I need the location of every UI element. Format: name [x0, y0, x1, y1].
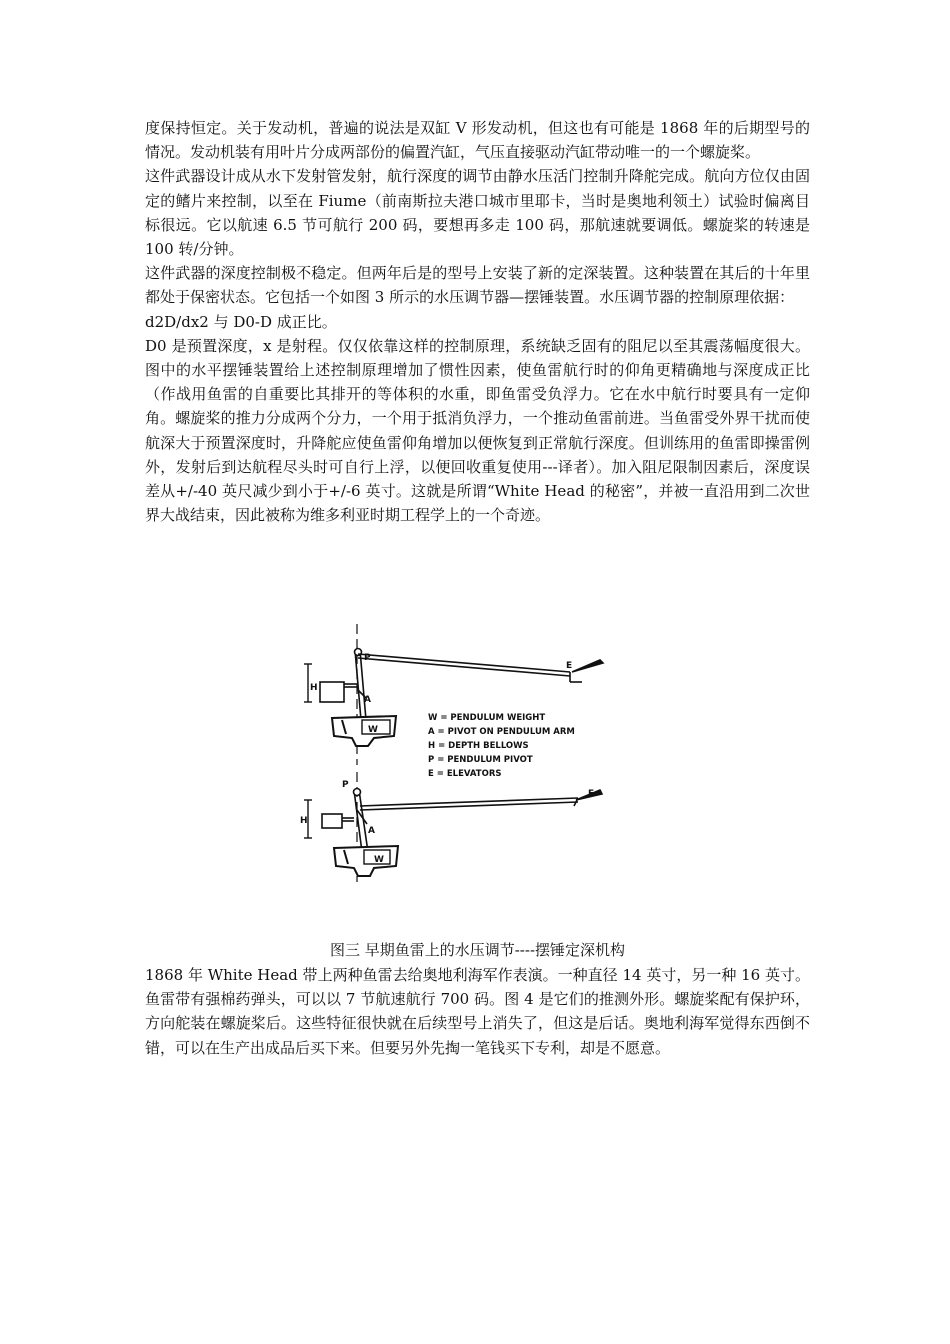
paragraph-launch: 这件武器设计成从水下发射管发射，航行深度的调节由静水压活门控制升降舵完成。航向方位仅由固定的鳍片来控制，以至在 Fiume（前南斯拉夫港口城市里耶卡，当时是奥地利领土）试验时偏离目标很远。它以航速 6.5 节可航行 200 码，要想再多走 100 码，那航速就要调低。螺旋桨的转速是 100 转/分钟。 [145, 167, 810, 259]
label-a-lower: A [368, 826, 375, 836]
label-a-upper: A [364, 695, 371, 705]
bottom-text-block [145, 963, 810, 1060]
label-w-upper: W [368, 725, 378, 735]
diagram-legend [428, 713, 575, 779]
paragraph-pendulum: D0 是预置深度，x 是射程。仅仅依靠这样的控制原理，系统缺乏固有的阻尼以至其震荡幅度很大。图中的水平摆锤装置给上述控制原理增加了惯性因素，使鱼雷航行时的仰角更精确地与深度成正比（作战用鱼雷的自重要比其排开的等体积的水重，即鱼雷受负浮力。它在水中航行时要具有一定仰角。螺旋桨的推力分成两个分力，一个用于抵消负浮力，一个推动鱼雷前进。当鱼雷受外界干扰而使航深大于预置深度时，升降舵应使鱼雷仰角增加以便恢复到正常航行深度。但训练用的鱼雷即操雷例外，发射后到达航程尽头时可自行上浮，以便回收重复使用---译者）。加入阻尼限制因素后，深度误差从+/-40 英尺减少到小于+/-6 英寸。这就是所谓“White Head 的秘密”，并被一直沿用到二次世界大战结束，因此被称为维多利亚时期工程学上的一个奇迹。 [145, 336, 810, 525]
label-h-lower: H [300, 816, 308, 826]
legend-item-p: P = PENDULUM PIVOT [428, 755, 533, 765]
legend-item-w: W = PENDULUM WEIGHT [428, 713, 546, 723]
paragraph-demonstration: 1868 年 White Head 带上两种鱼雷去给奥地利海军作表演。一种直径 14 英寸，另一种 16 英寸。鱼雷带有强棉药弹头，可以以 7 节航速航行 700 码。图 4 是它们的推测外形。螺旋桨配有保护环，方向舵装在螺旋桨后。这些特征很快就在后续型号上消失了，但这是后话。奥地利海军觉得东西倒不错，可以在生产出成品后买下来。但要另外先掏一笔钱买下专利，却是不愿意。 [145, 966, 810, 1057]
lower-mechanism [304, 772, 602, 882]
pendulum-diagram-figure [300, 620, 620, 920]
label-w-lower: W [374, 855, 384, 865]
label-p-upper: P [364, 653, 371, 663]
legend-item-h: H = DEPTH BELLOWS [428, 741, 529, 751]
label-p-lower: P [342, 780, 349, 790]
paragraph-formula: d2D/dx2 与 D0-D 成正比。 [145, 312, 337, 331]
label-h-upper: H [310, 683, 318, 693]
legend-item-e: E = ELEVATORS [428, 769, 502, 779]
top-text-block [145, 116, 810, 527]
paragraph-depth-control: 这件武器的深度控制极不稳定。但两年后是的型号上安装了新的定深装置。这种装置在其后的十年里都处于保密状态。它包括一个如图 3 所示的水压调节器—摆锤装置。水压调节器的控制原理依据： [145, 264, 810, 307]
pendulum-diagram [300, 620, 620, 920]
legend-item-a: A = PIVOT ON PENDULUM ARM [428, 727, 575, 737]
label-e-lower: E [588, 789, 595, 799]
figure-caption: 图三 早期鱼雷上的水压调节----摆锤定深机构 [329, 941, 626, 959]
paragraph-engine: 度保持恒定。关于发动机，普遍的说法是双缸 V 形发动机，但这也有可能是 1868 年的后期型号的情况。发动机装有用叶片分成两部份的偏置汽缸，气压直接驱动汽缸带动唯一的一个螺旋桨。 [145, 119, 810, 162]
label-e-upper: E [566, 661, 573, 671]
